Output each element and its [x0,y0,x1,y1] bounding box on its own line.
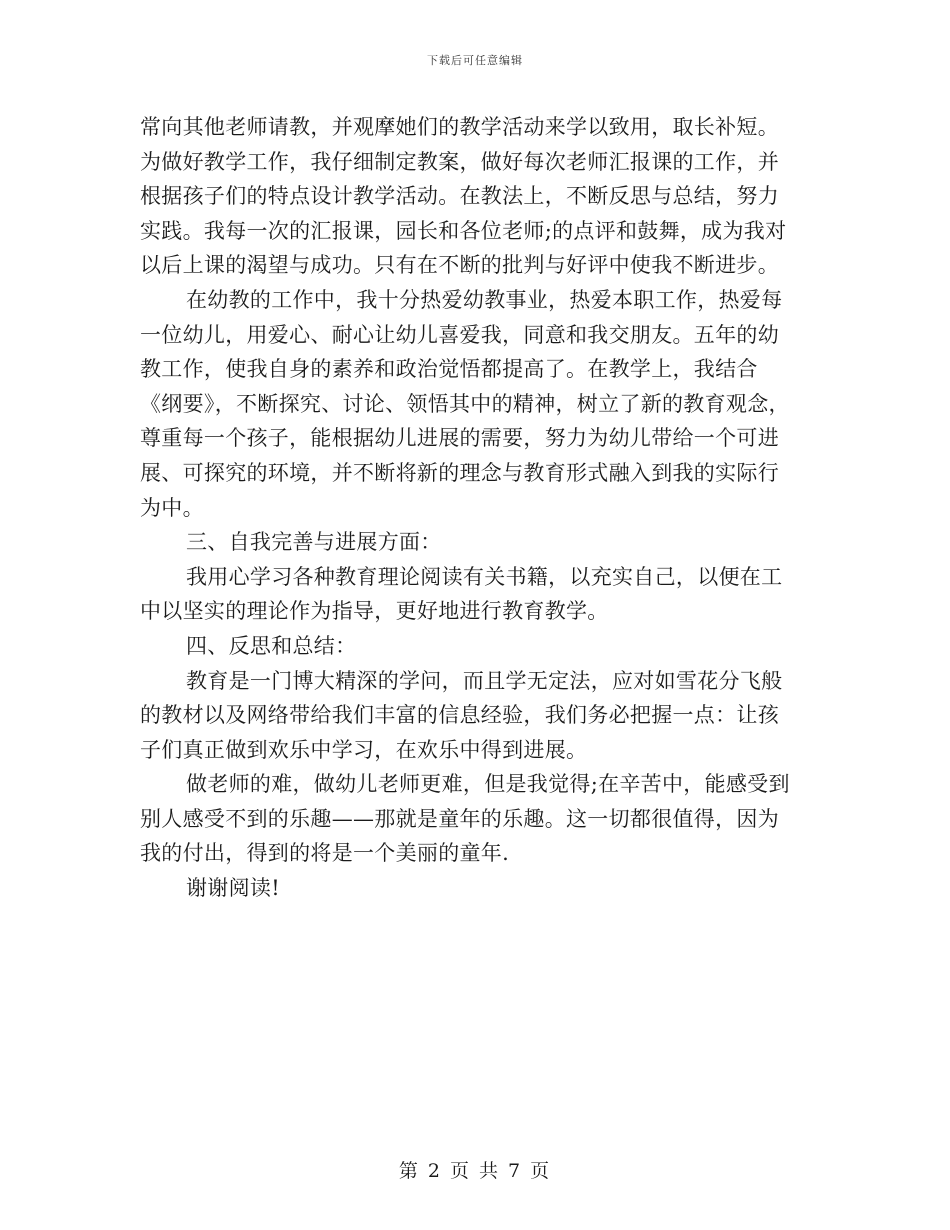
text-line: 一位幼儿，用爱心、耐心让幼儿喜爱我，同意和我交朋友。五年的幼 [140,322,779,347]
text-line: 为做好教学工作，我仔细制定教案，做好每次老师汇报课的工作，并 [140,149,779,174]
page-number-footer: 第 2 页 共 7 页 [398,1160,552,1182]
paragraph-first-line: 做老师的难，做幼儿老师更难，但是我觉得;在辛苦中，能感受到 [186,772,790,797]
text-line: 尊重每一个孩子，能根据幼儿进展的需要，努力为幼儿带给一个可进 [140,426,779,451]
text-line: 教工作，使我自身的素养和政治觉悟都提高了。在教学上，我结合 [140,357,758,382]
text-line: 中以坚实的理论作为指导，更好地进行教育教学。 [140,599,609,624]
text-line: 展、可探究的环境，并不断将新的理念与教育形式融入到我的实际行 [140,460,779,485]
text-line: 别人感受不到的乐趣——那就是童年的乐趣。这一切都很值得，因为 [140,806,779,831]
page-header-note: 下载后可任意编辑 [427,54,523,67]
text-line: 子们真正做到欢乐中学习，在欢乐中得到进展。 [140,737,588,762]
text-line: 的教材以及网络带给我们丰富的信息经验，我们务必把握一点：让孩 [140,703,779,728]
section-heading: 四、反思和总结： [186,633,357,658]
text-line: 为中。 [140,495,204,520]
text-line: 根据孩子们的特点设计教学活动。在教法上，不断反思与总结，努力 [140,184,779,209]
document-body [140,110,812,906]
text-line: 常向其他老师请教，并观摩她们的教学活动来学以致用，取长补短。 [140,115,779,139]
text-line: 《纲要》，不断探究、讨论、领悟其中的精神，树立了新的教育观念， [140,391,790,416]
closing-line: 谢谢阅读! [186,876,280,901]
section-heading: 三、自我完善与进展方面： [186,530,442,555]
text-line: 以后上课的渴望与成功。只有在不断的批判与好评中使我不断进步。 [140,253,779,278]
paragraph-first-line: 我用心学习各种教育理论阅读有关书籍，以充实自己，以便在工 [186,564,783,589]
text-line: 实践。我每一次的汇报课，园长和各位老师;的点评和鼓舞，成为我对 [140,218,787,243]
text-line: 我的付出，得到的将是一个美丽的童年. [140,841,510,866]
paragraph-first-line: 教育是一门博大精深的学问，而且学无定法，应对如雪花分飞般 [186,668,783,693]
paragraph-first-line: 在幼教的工作中，我十分热爱幼教事业，热爱本职工作，热爱每 [186,287,783,312]
